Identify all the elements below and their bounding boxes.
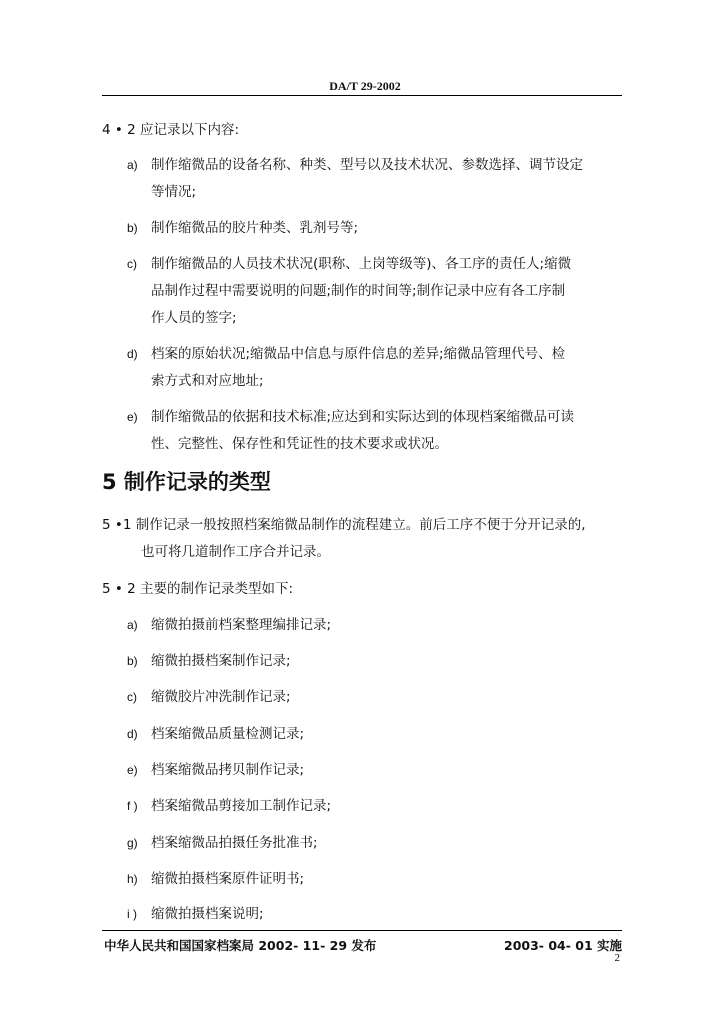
- item-text-continued: 等情况;: [151, 184, 197, 200]
- header-rule: [102, 95, 622, 96]
- item-label: d): [127, 347, 138, 361]
- item-text: 档案的原始状况;缩微品中信息与原件信息的差异;缩微品管理代号、检: [151, 346, 566, 362]
- clause-5-2: 5 • 2 主要的制作记录类型如下:: [102, 581, 294, 597]
- list-item: [127, 219, 358, 237]
- item-label: c): [127, 257, 137, 271]
- list-item: [127, 725, 304, 743]
- item-label: i ): [127, 907, 137, 921]
- item-label: a): [127, 158, 138, 172]
- item-text: 缩微拍摄档案制作记录;: [151, 653, 291, 669]
- item-label: f ): [127, 799, 138, 813]
- clause-5-1-continued: 也可将几道制作工序合并记录。: [141, 544, 330, 560]
- item-text: 缩微胶片冲洗制作记录;: [151, 689, 291, 705]
- footer-rule: [102, 930, 622, 931]
- page-number: 2: [614, 952, 620, 964]
- list-item: [127, 688, 291, 706]
- effective-date: 2003- 04- 01 实施: [504, 938, 623, 953]
- list-item: [127, 652, 291, 670]
- item-text: 缩微拍摄档案说明;: [151, 906, 264, 922]
- clause-5-1: 5 •1 制作记录一般按照档案缩微品制作的流程建立。前后工序不便于分开记录的,: [102, 517, 586, 533]
- item-label: c): [127, 690, 137, 704]
- item-label: a): [127, 618, 138, 632]
- list-item: [127, 616, 331, 634]
- item-text: 缩微拍摄前档案整理编排记录;: [151, 617, 332, 633]
- list-item: [127, 905, 264, 923]
- issuer-text: 中华人民共和国国家档案局 2002- 11- 29 发布: [104, 938, 377, 953]
- item-text: 档案缩微品拷贝制作记录;: [151, 762, 305, 778]
- item-text: 制作缩微品的设备名称、种类、型号以及技术状况、参数选择、调节设定: [151, 157, 583, 173]
- item-text-continued: 性、完整性、保存性和凭证性的技术要求或状况。: [151, 436, 448, 452]
- list-item: [127, 834, 318, 852]
- item-text: 档案缩微品质量检测记录;: [151, 726, 305, 742]
- item-label: b): [127, 654, 138, 668]
- item-label: b): [127, 221, 138, 235]
- item-label: e): [127, 410, 138, 424]
- item-text: 制作缩微品的胶片种类、乳剂号等;: [151, 220, 359, 236]
- item-text: 缩微拍摄档案原件证明书;: [151, 871, 305, 887]
- list-item: [127, 797, 331, 815]
- item-label: e): [127, 763, 138, 777]
- list-item: [127, 761, 304, 779]
- item-text-continued: 作人员的签字;: [151, 310, 237, 326]
- list-item: [127, 255, 571, 273]
- item-label: h): [127, 872, 138, 886]
- list-item: [127, 870, 304, 888]
- item-text: 制作缩微品的依据和技术标准;应达到和实际达到的体现档案缩微品可读: [151, 409, 575, 425]
- standard-code: DA/T 29-2002: [329, 79, 401, 93]
- list-item: [127, 156, 583, 174]
- item-text: 档案缩微品剪接加工制作记录;: [151, 798, 332, 814]
- list-item: [127, 345, 565, 363]
- item-text: 档案缩微品拍摄任务批准书;: [151, 835, 318, 851]
- item-text: 制作缩微品的人员技术状况(职称、上岗等级等)、各工序的责任人;缩微: [151, 256, 572, 272]
- clause-4-2: 4 • 2 应记录以下内容:: [102, 122, 240, 138]
- item-text-continued: 索方式和对应地址;: [151, 373, 264, 389]
- item-label: g): [127, 836, 138, 850]
- section-heading: 5 制作记录的类型: [102, 470, 271, 494]
- item-label: d): [127, 727, 138, 741]
- item-text-continued: 品制作过程中需要说明的问题;制作的时间等;制作记录中应有各工序制: [151, 283, 566, 299]
- list-item: [127, 408, 574, 426]
